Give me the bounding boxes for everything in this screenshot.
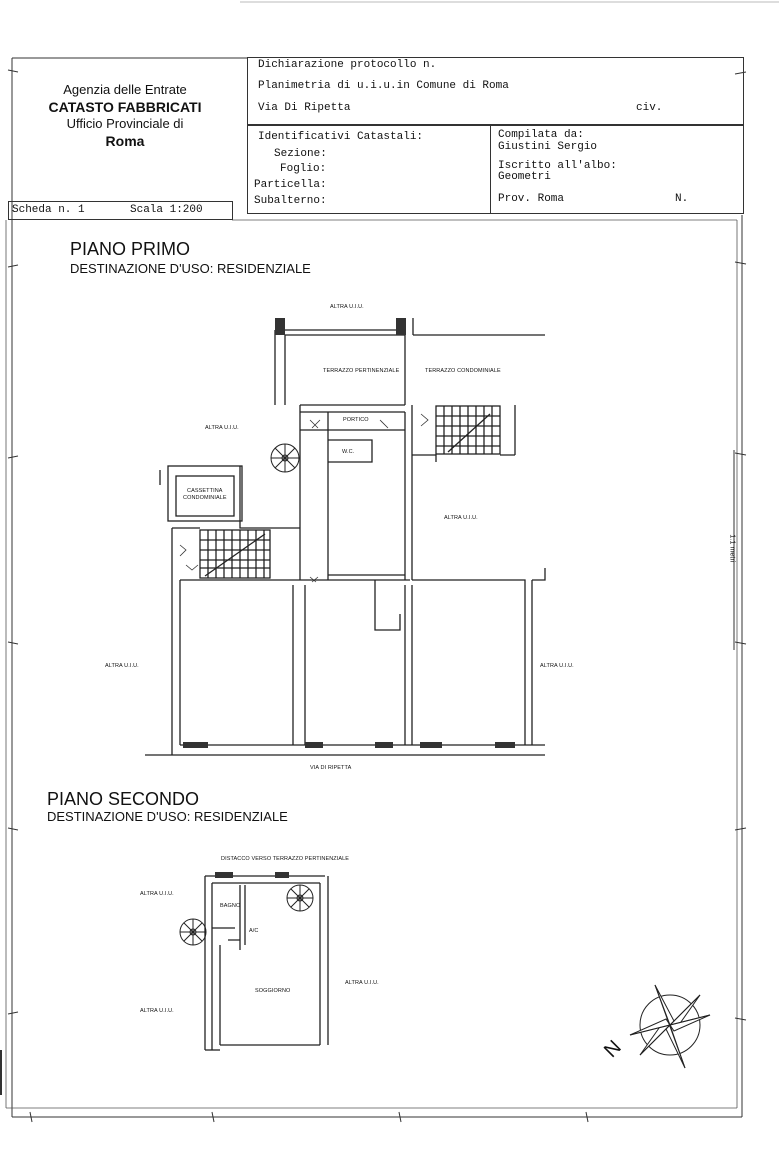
prov-label: Prov. Roma [498, 193, 565, 205]
f2-ac: A/C [249, 928, 259, 934]
compilata-label: Compilata da: [498, 129, 584, 141]
f1-street: VIA DI RIPETTA [310, 765, 352, 771]
f1-condominiale: CONDOMINIALE [183, 495, 227, 501]
f1-altra-left-top: ALTRA U.I.U. [205, 425, 239, 431]
scheda-label: Scheda n. 1 [12, 204, 85, 216]
f2-distacco: DISTACCO VERSO TERRAZZO PERTINENZIALE [221, 856, 350, 862]
agency-name: Agenzia delle Entrate [63, 82, 187, 97]
ufficio: Ufficio Provinciale di [66, 116, 184, 131]
address-label: Via Di Ripetta [258, 102, 351, 114]
identificativi-label: Identificativi Catastali: [258, 131, 424, 143]
f2-altra-right: ALTRA U.I.U. [345, 980, 379, 986]
side-scale-label: 1:1 metri [728, 534, 736, 563]
f1-altra-left: ALTRA U.I.U. [105, 663, 139, 669]
city: Roma [105, 133, 145, 149]
scala-label: Scala 1:200 [130, 204, 203, 216]
f2-altra-top-left: ALTRA U.I.U. [140, 891, 174, 897]
albo-value: Geometri [498, 171, 551, 183]
floor2-title: PIANO SECONDO [47, 789, 200, 809]
particella-label: Particella: [254, 179, 327, 191]
catasto-title: CATASTO FABBRICATI [48, 99, 202, 115]
f1-portico: PORTICO [343, 417, 369, 423]
subalterno-label: Subalterno: [254, 195, 327, 207]
iscritto-label: Iscritto all'albo: [498, 160, 617, 172]
n-label: N. [675, 193, 689, 205]
f2-altra-left: ALTRA U.I.U. [140, 1008, 174, 1014]
sezione-label: Sezione: [274, 148, 327, 160]
planimetria-label: Planimetria di u.i.u.in Comune di Roma [258, 80, 509, 92]
north-label: N [599, 1036, 626, 1063]
f1-wc: W.C. [342, 449, 355, 455]
floor2-subtitle: DESTINAZIONE D'USO: RESIDENZIALE [47, 809, 288, 824]
f1-cassettina: CASSETTINA [187, 488, 223, 494]
foglio-label: Foglio: [280, 163, 327, 175]
compilatore-name: Giustini Sergio [498, 141, 598, 153]
civ-label: civ. [636, 102, 663, 114]
f2-soggiorno: SOGGIORNO [255, 988, 291, 994]
f1-altra-mid-right: ALTRA U.I.U. [444, 515, 478, 521]
f1-terrazzo-pert: TERRAZZO PERTINENZIALE [323, 368, 400, 374]
floor1-subtitle: DESTINAZIONE D'USO: RESIDENZIALE [70, 261, 311, 276]
floor1-title: PIANO PRIMO [70, 239, 191, 259]
f1-terrazzo-cond: TERRAZZO CONDOMINIALE [425, 368, 501, 374]
protocol-label: Dichiarazione protocollo n. [258, 59, 437, 71]
f1-altra-top: ALTRA U.I.U. [330, 304, 364, 310]
f2-bagno: BAGNO [220, 903, 241, 909]
compass-rose-icon [600, 980, 725, 1075]
f1-altra-right: ALTRA U.I.U. [540, 663, 574, 669]
